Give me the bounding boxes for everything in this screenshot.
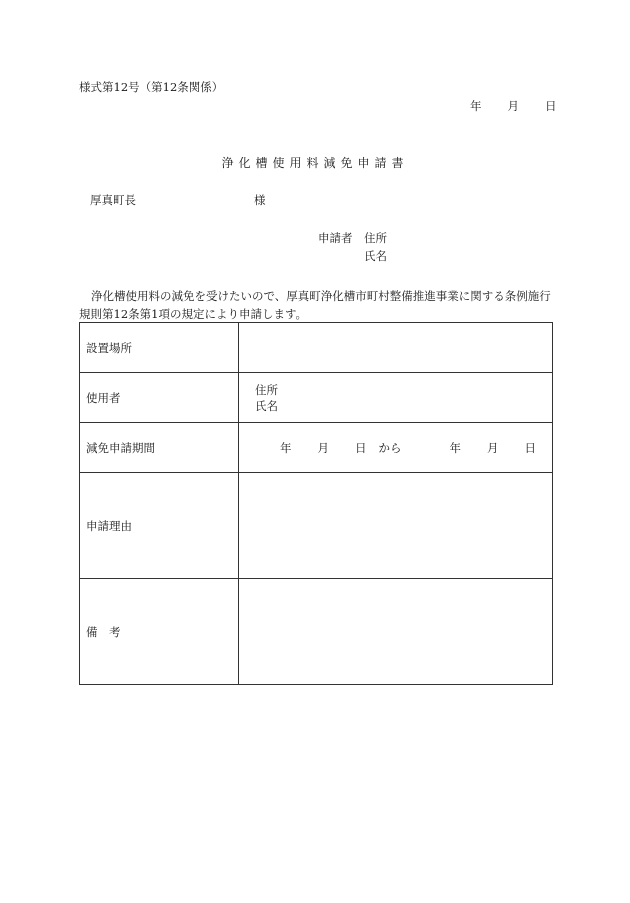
user-label: 使用者 bbox=[80, 373, 239, 423]
applicant-address-label: 住所 bbox=[364, 231, 387, 245]
date-year: 年 bbox=[470, 99, 482, 113]
applicant-label: 申請者 bbox=[318, 231, 353, 245]
application-table bbox=[79, 322, 553, 685]
remarks-field[interactable] bbox=[239, 579, 553, 685]
period-month-1: 月 bbox=[317, 440, 329, 455]
addressee-name: 厚真町長 bbox=[90, 193, 136, 207]
date-header bbox=[470, 101, 557, 113]
user-name-label: 氏名 bbox=[255, 398, 278, 413]
date-day: 日 bbox=[545, 99, 557, 113]
form-number: 様式第12号（第12条関係） bbox=[79, 80, 224, 94]
period-field[interactable] bbox=[239, 423, 553, 473]
remarks-label: 備 考 bbox=[80, 579, 239, 685]
location-label: 設置場所 bbox=[80, 323, 239, 373]
location-field[interactable] bbox=[239, 323, 553, 373]
period-from: から bbox=[378, 440, 402, 455]
date-month: 月 bbox=[507, 99, 519, 113]
reason-label: 申請理由 bbox=[80, 473, 239, 579]
addressee-honorific: 様 bbox=[254, 193, 266, 207]
row-reason bbox=[80, 473, 553, 579]
period-year-1: 年 bbox=[280, 440, 292, 455]
request-statement: 浄化槽使用料の減免を受けたいので、厚真町浄化槽市町村整備推進事業に関する条例施行規則第12条第1項の規定により申請します。 bbox=[79, 289, 551, 321]
period-month-2: 月 bbox=[487, 440, 499, 455]
user-address-label: 住所 bbox=[255, 382, 278, 397]
period-day-2: 日 bbox=[524, 440, 536, 455]
user-field[interactable] bbox=[239, 373, 553, 423]
row-period bbox=[80, 423, 553, 473]
period-year-2: 年 bbox=[449, 440, 461, 455]
row-user bbox=[80, 373, 553, 423]
document-title: 浄化槽使用料減免申請書 bbox=[221, 156, 409, 170]
row-location bbox=[80, 323, 553, 373]
applicant-name-label: 氏名 bbox=[364, 249, 387, 263]
period-label: 減免申請期間 bbox=[80, 423, 239, 473]
reason-field[interactable] bbox=[239, 473, 553, 579]
period-day-1: 日 bbox=[355, 440, 367, 455]
row-remarks bbox=[80, 579, 553, 685]
